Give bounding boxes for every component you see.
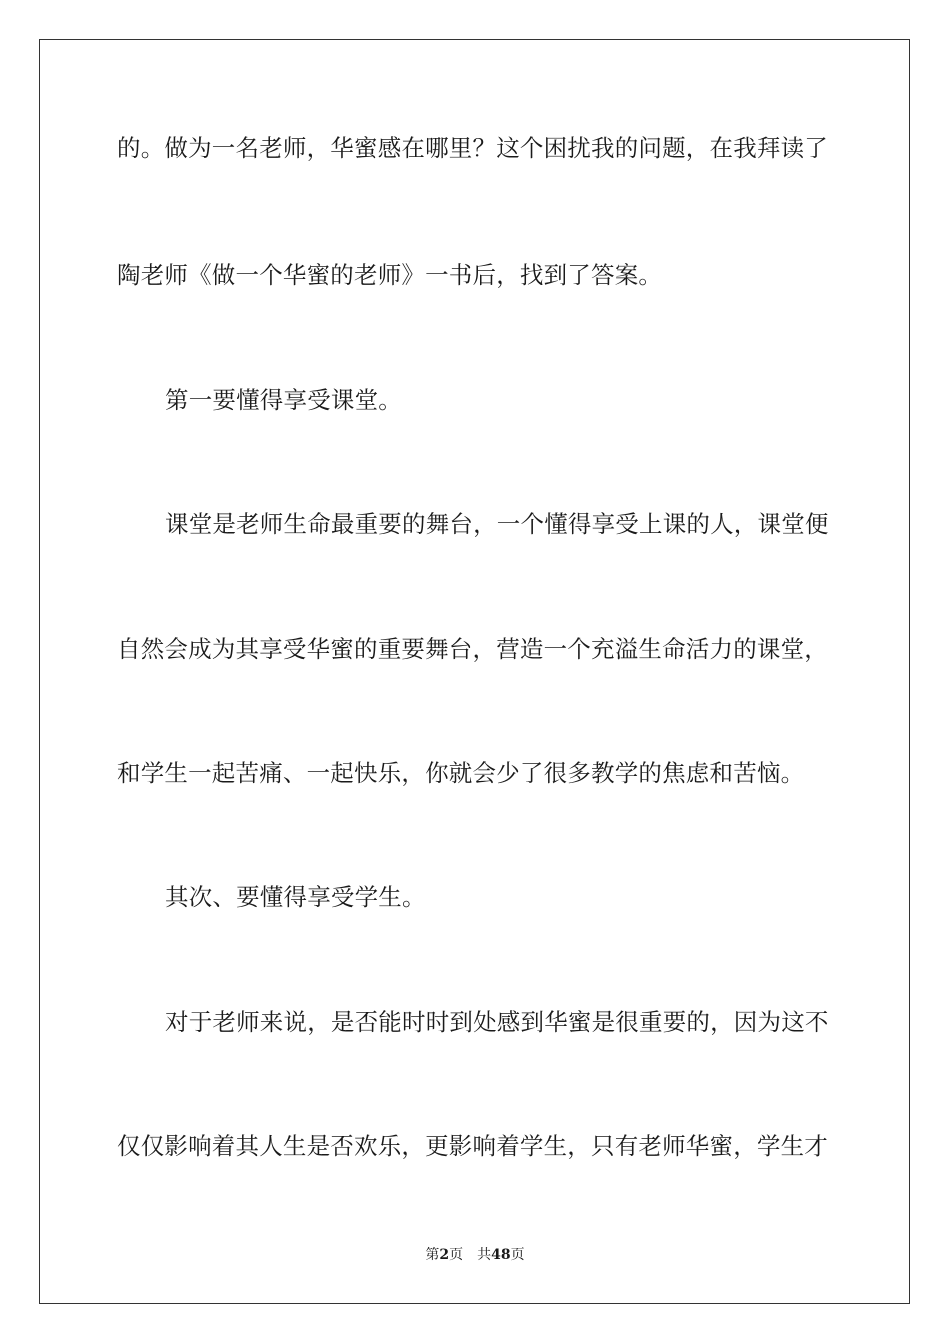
total-suffix: 页: [510, 1247, 525, 1263]
text-line-4: 课堂是老师生命最重要的舞台，一个懂得享受上课的人，课堂便: [165, 510, 829, 538]
text-line-1: 的。做为一名老师，华蜜感在哪里？这个困扰我的问题，在我拜读了: [117, 134, 828, 162]
text-line-5: 自然会成为其享受华蜜的重要舞台，营造一个充溢生命活力的课堂，: [117, 635, 828, 663]
page-number: 2: [439, 1247, 450, 1263]
text-line-9: 仅仅影响着其人生是否欢乐，更影响着学生，只有老师华蜜，学生才: [117, 1132, 828, 1160]
page-footer: [0, 1245, 950, 1265]
total-pages: 48: [491, 1247, 511, 1263]
section-heading-2: 其次、要懂得享受学生。: [165, 883, 426, 911]
text-line-8: 对于老师来说，是否能时时到处感到华蜜是很重要的，因为这不: [165, 1008, 829, 1036]
text-line-2: 陶老师《做一个华蜜的老师》一书后，找到了答案。: [117, 261, 663, 289]
section-heading-1: 第一要懂得享受课堂。: [165, 386, 402, 414]
page-border: [39, 39, 910, 1304]
page-suffix: 页: [449, 1247, 464, 1263]
page-prefix: 第: [425, 1247, 440, 1263]
total-prefix: 共: [477, 1247, 492, 1263]
text-line-6: 和学生一起苦痛、一起快乐，你就会少了很多教学的焦虑和苦恼。: [117, 759, 805, 787]
